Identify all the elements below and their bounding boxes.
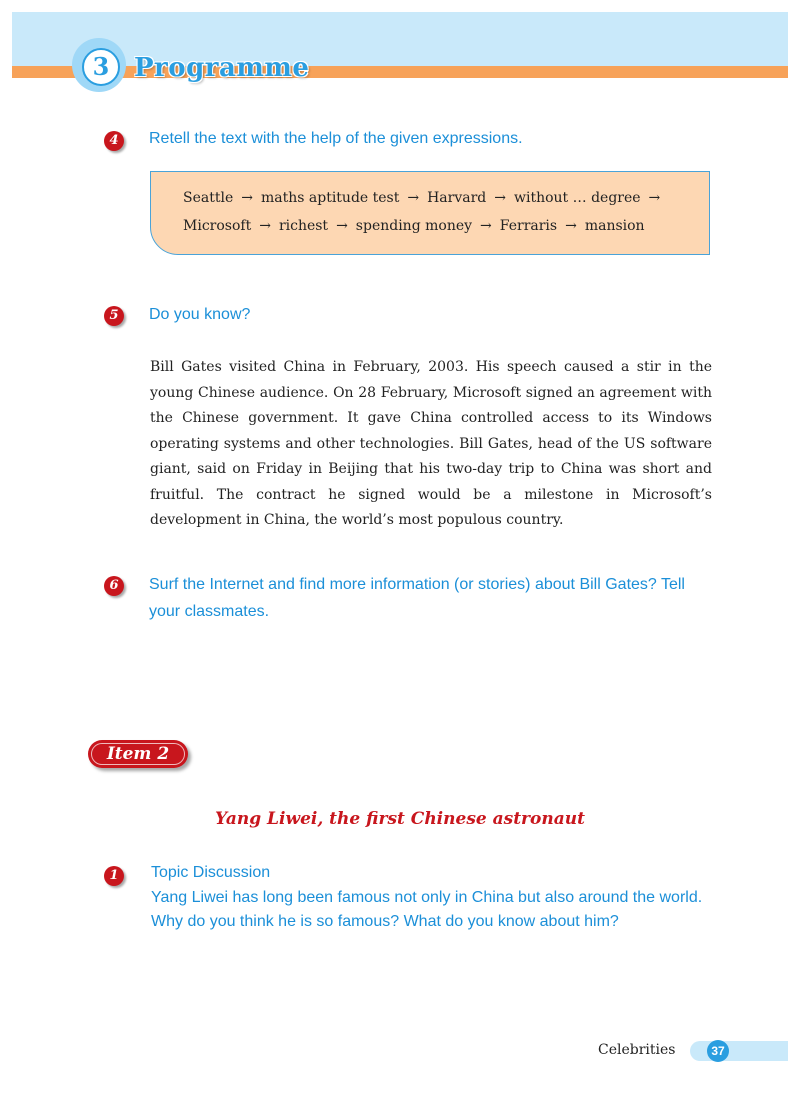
arrow-icon: → xyxy=(241,190,253,206)
expression: mansion xyxy=(584,218,645,234)
expressions-box xyxy=(150,171,710,255)
unit-number-badge: 3 xyxy=(82,48,120,86)
task-4-instruction: Retell the text with the help of the given expressions. xyxy=(149,130,523,147)
topic-discussion-heading: Topic Discussion xyxy=(151,864,271,881)
task-6-badge: 6 xyxy=(104,576,124,596)
expression: Microsoft xyxy=(183,218,252,234)
expression: Seattle xyxy=(183,190,234,206)
expressions-line-2 xyxy=(183,218,645,234)
task-6-instruction-line-2: your classmates. xyxy=(149,603,270,620)
expression: maths aptitude test xyxy=(260,190,400,206)
item-2-task-1-badge: 1 xyxy=(104,866,124,886)
expression: Harvard xyxy=(427,190,487,206)
task-5-instruction: Do you know? xyxy=(149,306,251,323)
expression: richest xyxy=(278,218,329,234)
page-number: 37 xyxy=(707,1040,729,1062)
header-banner xyxy=(12,12,788,70)
reading-paragraph: Bill Gates visited China in February, 2003. His speech caused a stir in the young Chinese audience. On 28 February, Microsoft signed an agreement with the Chinese government. It gave China controlled access to its Windows operating systems and other technologies. Bill Gates, head of the US software giant, said on Friday in Beijing that his two-day trip to China was short and fruitful. The contract he signed would be a milestone in Microsoft’s development in China, the world’s most populous country. xyxy=(150,359,712,528)
topic-discussion-line-1: Yang Liwei has long been famous not only in China but also around the world. xyxy=(151,889,703,906)
arrow-icon: → xyxy=(565,218,577,234)
expressions-line-1 xyxy=(183,190,668,206)
arrow-icon: → xyxy=(259,218,271,234)
header-stripe xyxy=(12,66,788,78)
arrow-icon: → xyxy=(648,190,661,206)
task-6-instruction-line-1: Surf the Internet and find more information (or stories) about Bill Gates? Tell xyxy=(149,576,685,593)
task-5-badge: 5 xyxy=(104,306,124,326)
arrow-icon: → xyxy=(336,218,348,234)
footer-section-label: Celebrities xyxy=(598,1042,676,1058)
task-4-badge: 4 xyxy=(104,131,124,151)
unit-title: Programme xyxy=(134,53,310,83)
arrow-icon: → xyxy=(407,190,420,206)
topic-discussion-line-2: Why do you think he is so famous? What do you know about him? xyxy=(151,913,619,930)
expression: spending money xyxy=(355,218,473,234)
footer-pill xyxy=(690,1041,788,1061)
arrow-icon: → xyxy=(494,190,506,206)
arrow-icon: → xyxy=(480,218,492,234)
item-2-title: Yang Liwei, the first Chinese astronaut xyxy=(215,809,585,829)
item-2-tag: Item 2 xyxy=(88,740,188,768)
expression: without … degree xyxy=(514,190,641,206)
expression: Ferraris xyxy=(499,218,558,234)
